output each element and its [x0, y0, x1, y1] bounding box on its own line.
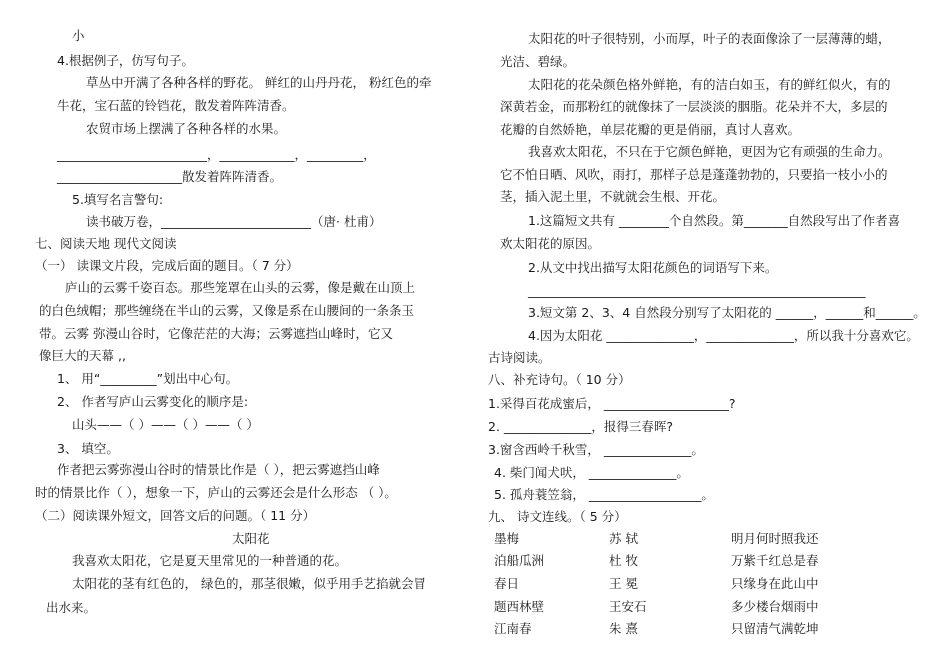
right-text-line: 欢太阳花的原因。	[500, 236, 601, 251]
left-text-line: 庐山的云雾千姿百态。那些笼罩在山头的云雾，像是戴在山顶上	[65, 280, 416, 295]
left-text-line: 七、阅读天地 现代文阅读	[35, 236, 177, 251]
left-text-line: 太阳花的茎有红色的， 绿色的，那茎很嫩，似乎用手艺掐就会冒	[72, 576, 426, 591]
poem-line: 明月何时照我还	[731, 531, 819, 546]
poem-title: 泊船瓜洲	[494, 553, 545, 568]
poem-author: 朱 熹	[609, 621, 638, 636]
right-text-line: 八、补充诗句。（ 10 分）	[488, 372, 631, 387]
left-text-line: 读书破万卷，________________________（唐· 杜甫）	[86, 214, 382, 229]
right-text-line: 1.采得百花成蜜后， ____________________?	[488, 396, 736, 411]
poem-author: 王安石	[609, 599, 647, 614]
right-text-line: 1.这篇短文共有 ________个自然段。第_______自然段写出了作者喜	[528, 213, 901, 228]
left-text-line: 小	[72, 28, 85, 43]
left-text-line: 2、 作者写庐山云雾变化的顺序是:	[57, 394, 249, 409]
poem-title: 江南春	[494, 621, 532, 636]
poem-line: 只留清气满乾坤	[731, 621, 819, 636]
left-text-line: 带。云雾 弥漫山谷时，它像茫茫的大海；云雾遮挡山峰时，它又	[39, 326, 393, 341]
left-text-line: 的白色绒帽；那些缠绕在半山的云雾，又像是系在山腰间的一条条玉	[39, 303, 415, 318]
right-text-line: 光洁、碧绿。	[500, 54, 576, 69]
left-text-line: 1、 用“_________”划出中心句。	[57, 371, 239, 386]
poem-title: 春日	[494, 576, 520, 591]
poem-author: 王 冕	[609, 576, 638, 591]
left-text-line: 4.根据例子，仿写句子。	[57, 53, 194, 68]
right-text-line: 4.因为太阳花 ______________，______________，所以我十分喜欢它。	[528, 328, 919, 343]
right-text-line: 3.窗含西岭千秋雪， ______________。	[488, 442, 704, 457]
right-text-line: 2.从文中找出描写太阳花颜色的词语写下来。	[528, 260, 778, 275]
left-text-line: 5.填写名言警句:	[72, 192, 164, 207]
left-text-line: 农贸市场上摆满了各种各样的水果。	[86, 121, 287, 136]
right-text-line: 4. 柴门闻犬吠， ______________。	[494, 465, 689, 480]
left-text-line: 像巨大的天幕 ,,	[39, 348, 126, 363]
left-text-line: 出水来。	[46, 600, 97, 615]
left-text-line: ________________________，____________，_________，	[57, 147, 376, 162]
poem-title: 墨梅	[494, 531, 520, 546]
right-text-line: 5. 孤舟蓑笠翁， __________________。	[494, 487, 714, 502]
right-text-line: 太阳花的花朵颜色格外鲜艳，有的洁白如玉，有的鲜红似火，有的	[528, 77, 891, 92]
right-text-line: ______________________________________________________	[528, 283, 866, 298]
left-text-line: 我喜欢太阳花，它是夏天里常见的一种普通的花。	[72, 553, 348, 568]
poem-author: 杜 牧	[609, 553, 638, 568]
left-text-line: 3、 填空。	[57, 441, 119, 456]
right-text-line: 深黄若金，而那粉红的就像抹了一层淡淡的胭脂。花朵并不大，多层的	[500, 99, 888, 114]
poem-line: 多少楼台烟雨中	[731, 599, 819, 614]
right-text-line: 古诗阅读。	[488, 350, 551, 365]
right-text-line: 它不怕日晒、风吹，雨打，那样子总是蓬蓬勃勃的，只要掐一枝小小的	[500, 167, 888, 182]
left-text-line: 山头——（ ）——（ ）——（ ）	[72, 417, 259, 432]
right-text-line: 2. ______________，报得三春晖?	[488, 419, 674, 434]
left-text-line: ____________________散发着阵阵清香。	[57, 169, 283, 184]
poem-line: 只缘身在此山中	[731, 576, 819, 591]
right-text-line: 太阳花的叶子很特别，小而厚，叶子的表面像涂了一层薄薄的蜡，	[528, 31, 891, 46]
left-text-line: （一） 读课文片段，完成后面的题目。（ 7 分）	[35, 258, 299, 273]
left-text-line: 牛花，宝石蓝的铃铛花，散发着阵阵清香。	[57, 98, 295, 113]
right-text-line: 九、 诗文连线。（ 5 分）	[488, 509, 627, 524]
poem-author: 苏 轼	[609, 531, 638, 546]
poem-title: 题西林壁	[494, 599, 545, 614]
left-text-line: （二）阅读课外短文，回答文后的问题。（ 11 分）	[35, 508, 316, 523]
left-text-line: 作者把云雾弥漫山谷时的情景比作是（ ），把云雾遮挡山峰	[57, 462, 380, 477]
right-text-line: 花瓣的自然娇艳，单层花瓣的更是俏丽，真讨人喜欢。	[500, 122, 801, 137]
poem-line: 万紫千红总是春	[731, 553, 819, 568]
right-text-line: 茎，插入泥土里，不就就会生根、开花。	[500, 189, 726, 204]
left-text-line: 草丛中开满了各种各样的野花。 鲜红的山丹丹花， 粉红色的牵	[86, 75, 432, 90]
right-text-line: 我喜欢太阳花，不只在于它颜色鲜艳，更因为它有顽强的生命力。	[528, 144, 891, 159]
left-text-line: 太阳花	[232, 531, 270, 546]
right-text-line: 3.短文第 2、3、4 自然段分别写了太阳花的 ______，______和______。	[528, 305, 926, 320]
left-text-line: 时的情景比作（ ），想象一下，庐山的云雾还会是什么形态 （ ）。	[35, 485, 397, 500]
